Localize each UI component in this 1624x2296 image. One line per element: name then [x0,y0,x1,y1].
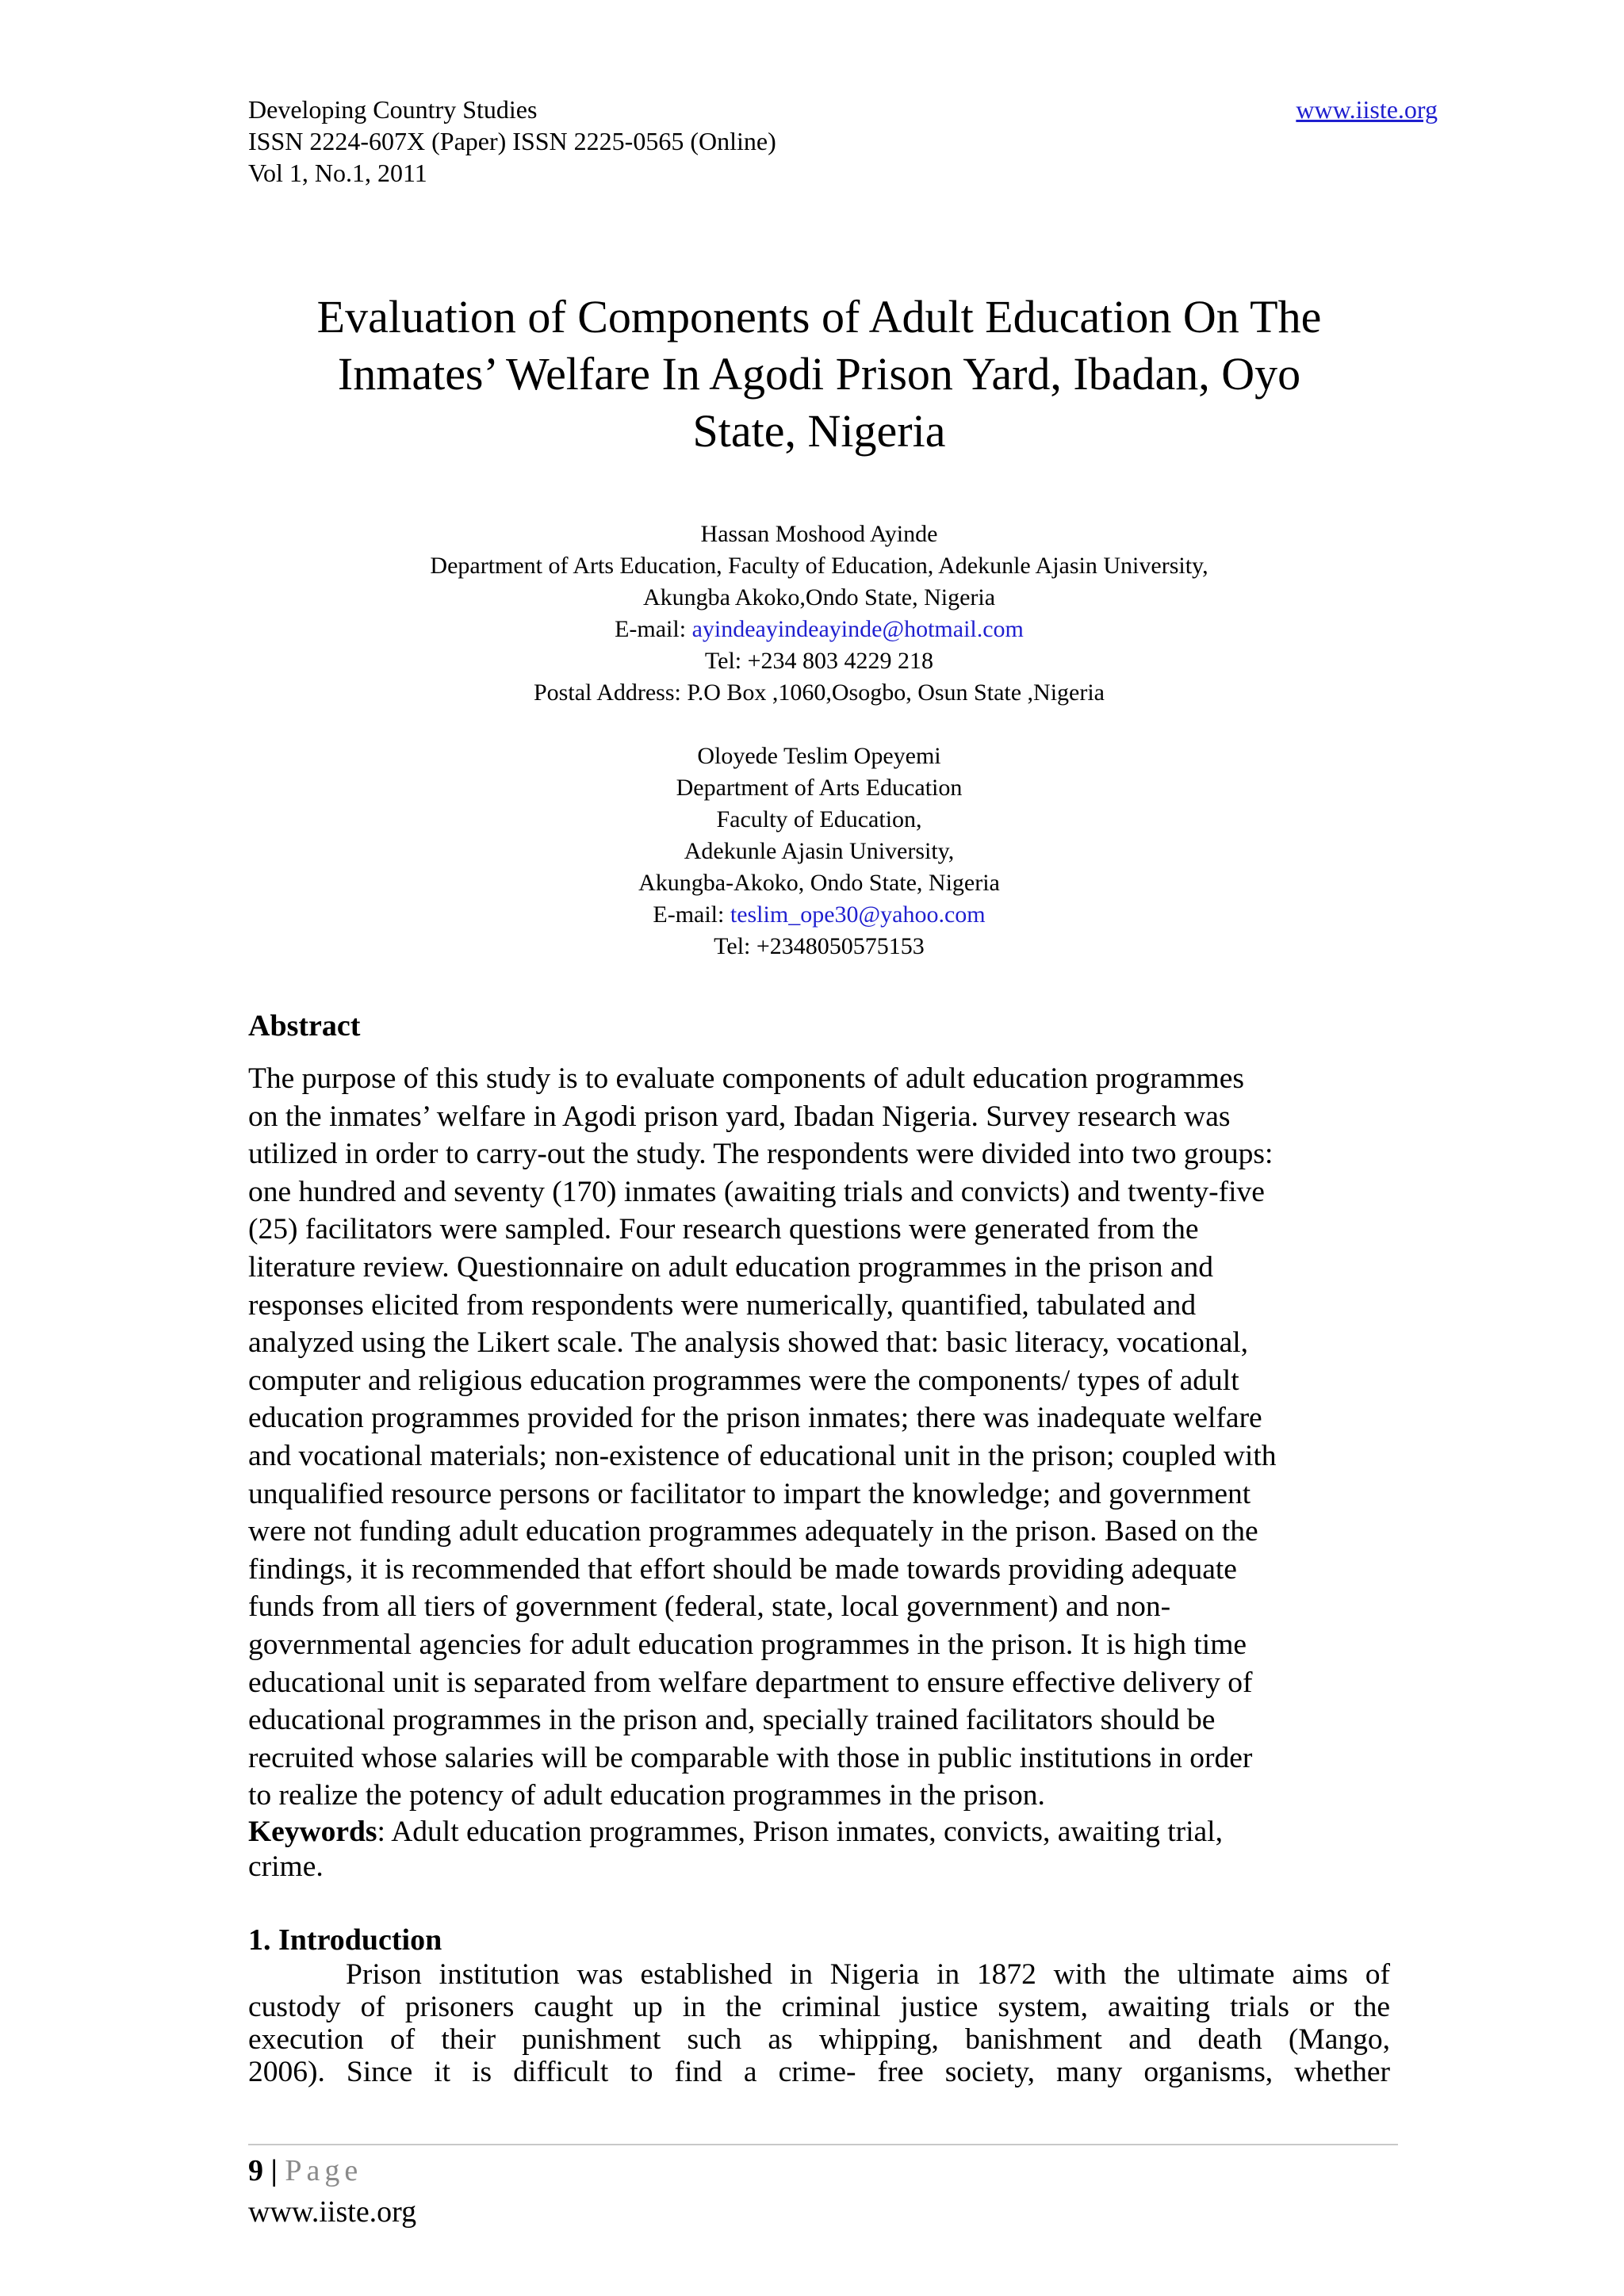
keywords-label: Keywords [248,1816,377,1848]
abstract-line: utilized in order to carry-out the study. The respondents were divided into two groups: [248,1138,1274,1171]
author2-location: Akungba-Akoko, Ondo State, Nigeria [638,870,1000,896]
abstract-line: funds from all tiers of government (federal, state, local government) and non- [248,1590,1171,1624]
abstract-line: and vocational materials; non-existence of educational unit in the prison; coupled with [248,1439,1277,1472]
abstract-line: recruited whose salaries will be comparable with those in public institutions in order [248,1741,1253,1774]
abstract-line: education programmes provided for the prison inmates; there was inadequate welfare [248,1402,1262,1435]
issn-line: ISSN 2224-607X (Paper) ISSN 2225-0565 (Online) [248,127,776,155]
author2-university: Adekunle Ajasin University, [684,838,955,864]
abstract-line: analyzed using the Likert scale. The analysis showed that: basic literacy, vocational, [248,1326,1249,1360]
footer-divider [248,2144,1398,2145]
abstract-line: responses elicited from respondents were numerically, quantified, tabulated and [248,1288,1197,1322]
keywords [248,1815,1223,1885]
introduction-line: 2006). Since it is difficult to find a crime- free society, many organisms, whether [248,2056,1390,2088]
running-header [248,94,1438,189]
abstract-line: on the inmates’ welfare in Agodi prison yard, Ibadan Nigeria. Survey research was [248,1100,1231,1133]
keywords-line-1 [248,1815,1223,1850]
introduction-heading: 1. Introduction [248,1923,442,1957]
title-line-2: Inmates’ Welfare In Agodi Prison Yard, Ibadan, Oyo [337,348,1301,400]
abstract-line: literature review. Questionnaire on adult education programmes in the prison and [248,1250,1213,1284]
author2-tel: Tel: +2348050575153 [714,933,925,959]
page-separator: | [263,2154,285,2187]
author2-faculty: Faculty of Education, [716,806,922,832]
introduction-text [248,1958,1390,2088]
author2-department: Department of Arts Education [676,775,963,801]
author1-email-line [248,614,1390,645]
abstract-line: one hundred and seventy (170) inmates (awaiting trials and convicts) and twenty-five [248,1175,1265,1208]
author1-email-link[interactable]: ayindeayindeayinde@hotmail.com [691,616,1024,642]
abstract-line: educational programmes in the prison and, specially trained facilitators should be [248,1704,1216,1737]
paper-title [248,289,1390,460]
introduction-line: Prison institution was established in Nigeria in 1872 with the ultimate aims of [346,1958,1390,1991]
abstract-line: (25) facilitators were sampled. Four research questions were generated from the [248,1213,1199,1246]
introduction-line: custody of prisoners caught up in the criminal justice system, awaiting trials or the [248,1991,1390,2023]
author-block [248,519,1390,962]
author1-location: Akungba Akoko,Ondo State, Nigeria [642,584,996,610]
footer-url: www.iiste.org [248,2195,417,2229]
page-footer [248,2150,416,2233]
abstract-line: were not funding adult education programmes adequately in the prison. Based on the [248,1515,1258,1548]
author2-email-label: E-mail: [653,901,730,928]
abstract-line: educational unit is separated from welfare department to ensure effective delivery of [248,1666,1253,1699]
keywords-line-2: crime. [248,1850,324,1883]
keywords-list: : Adult education programmes, Prison inmates, convicts, awaiting trial, [377,1816,1223,1848]
abstract-heading: Abstract [248,1009,361,1043]
journal-url-link[interactable]: www.iiste.org [1296,95,1438,124]
page-word: Page [285,2154,363,2187]
author-spacer [248,709,1390,740]
page-number: 9 [248,2154,263,2187]
abstract-line: to realize the potency of adult education programmes in the prison. [248,1779,1045,1812]
author2-email-link[interactable]: teslim_ope30@yahoo.com [730,901,986,928]
author1-postal: Postal Address: P.O Box ,1060,Osogbo, Osun State ,Nigeria [534,679,1105,706]
abstract-line: unqualified resource persons or facilitator to impart the knowledge; and government [248,1477,1251,1510]
page-number-line [248,2150,416,2191]
author1-name: Hassan Moshood Ayinde [700,521,938,547]
abstract-line: The purpose of this study is to evaluate components of adult education programmes [248,1062,1244,1095]
abstract-line: findings, it is recommended that effort should be made towards providing adequate [248,1552,1237,1586]
author1-email-label: E-mail: [615,616,692,642]
title-line-1: Evaluation of Components of Adult Education On The [316,291,1322,342]
abstract-line: computer and religious education programmes were the components/ types of adult [248,1364,1239,1397]
abstract-text [248,1060,1398,1815]
title-line-3: State, Nigeria [692,405,946,457]
author2-name: Oloyede Teslim Opeyemi [697,743,941,769]
author1-tel: Tel: +234 803 4229 218 [704,648,934,674]
author2-email-line [248,899,1390,931]
introduction-line: execution of their punishment such as whipping, banishment and death (Mango, [248,2023,1390,2056]
author1-department: Department of Arts Education, Faculty of Education, Adekunle Ajasin University, [430,553,1208,579]
volume-line: Vol 1, No.1, 2011 [248,159,427,187]
abstract-line: governmental agencies for adult education programmes in the prison. It is high time [248,1628,1247,1661]
journal-name: Developing Country Studies [248,95,538,124]
